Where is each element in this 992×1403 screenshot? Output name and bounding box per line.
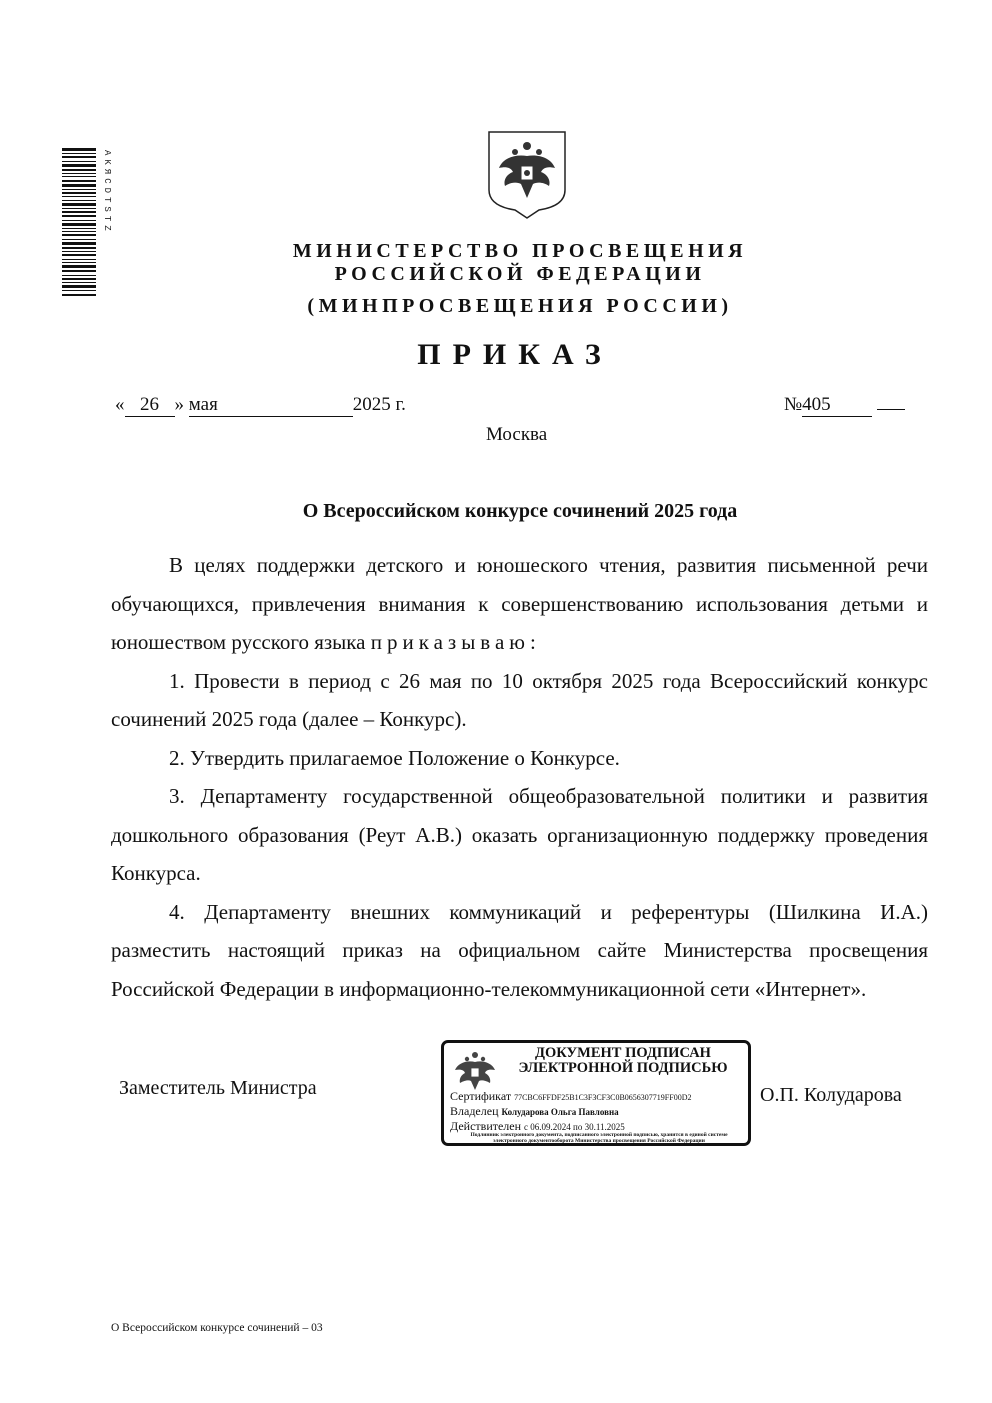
document-body (111, 546, 928, 1008)
barcode-bar (62, 262, 96, 263)
barcode-bar (62, 211, 96, 213)
signatory-role: Заместитель Министра (119, 1077, 317, 1099)
barcode-bar (62, 153, 96, 154)
barcode-bar (62, 247, 96, 249)
stamp-title-line1: ДОКУМЕНТ ПОДПИСАН (535, 1045, 711, 1061)
barcode-bar (62, 192, 96, 194)
barcode-bar (62, 208, 96, 209)
stamp-title (498, 1046, 748, 1076)
stamp-footnote: Подлинник электронного документа, подписанного электронной подписью, хранится в единой системе электронного документооборота Министерства просвещения Российской Федерации (470, 1132, 728, 1144)
barcode-bar (62, 223, 96, 226)
barcode-bar (62, 200, 96, 201)
barcode-bar (62, 164, 96, 167)
order-month: мая (189, 394, 353, 417)
barcode-bar (62, 184, 96, 187)
item-4: 4. Департаменту внешних коммуникаций и референтуры (Шилкина И.А.) разместить настоящий приказ на официальном сайте Министерства просвещения Российской Федерации в информационно-телекоммуникационной сети «Интернет». (111, 899, 928, 1001)
barcode-bar (62, 220, 96, 221)
barcode-bar (62, 265, 96, 268)
order-day: 26 (125, 394, 175, 417)
barcode-bar (62, 251, 96, 252)
barcode-bar (62, 161, 96, 162)
signatory-name: О.П. Колударова (760, 1084, 902, 1106)
validity-label: Действителен (450, 1119, 522, 1133)
electronic-signature-stamp (441, 1040, 751, 1146)
barcode-bar (62, 180, 96, 182)
decree-word: приказываю: (370, 630, 541, 654)
barcode-bar (62, 148, 96, 151)
barcode-bar (62, 176, 96, 177)
barcode-bar (62, 254, 96, 256)
owner-label: Владелец (450, 1104, 499, 1118)
barcode-bar (62, 234, 96, 236)
barcode-bar (62, 259, 96, 260)
ministry-name-line1: МИНИСТЕРСТВО ПРОСВЕЩЕНИЯ (292, 240, 748, 262)
barcode-bar (62, 196, 96, 197)
intro-text: В целях поддержки детского и юношеского чтения, развития письменной речи обучающихся, привлечения внимания к совершенствованию использования детьми и юношеством русского языка (111, 553, 928, 654)
certificate-value: 77CBC6FFDF25B1C3F3CF3C0B0656307719FF00D2 (514, 1093, 692, 1102)
ministry-name-line2: РОССИЙСКОЙ ФЕДЕРАЦИИ (334, 263, 706, 285)
validity-value: с 06.09.2024 по 30.11.2025 (524, 1122, 625, 1132)
intro-paragraph (111, 546, 928, 662)
order-date (115, 394, 406, 417)
barcode-bar (62, 239, 96, 240)
order-city: Москва (486, 424, 548, 445)
owner-value: Колударова Ольга Павловна (501, 1107, 619, 1117)
barcode-bar (62, 203, 96, 206)
barcode-bar (62, 294, 96, 296)
ministry-short-name: (МИНПРОСВЕЩЕНИЯ РОССИИ) (307, 295, 733, 317)
close-quote: » (174, 394, 184, 415)
barcode-bar (62, 290, 96, 291)
order-year: 2025 (352, 394, 391, 415)
order-number (784, 394, 905, 417)
barcode-bar (62, 231, 96, 232)
barcode-bar (62, 156, 96, 158)
item-1: 1. Провести в период с 26 мая по 10 октября 2025 года Всероссийский конкурс сочинений 2025 года (далее – Конкурс). (111, 668, 928, 731)
document-type-title: ПРИКАЗ (417, 338, 613, 371)
barcode-bar (62, 278, 96, 280)
order-year-suffix: г. (395, 394, 406, 415)
item-2: 2. Утвердить прилагаемое Положение о Конкурсе. (169, 745, 620, 770)
item-3: 3. Департаменту государственной общеобразовательной политики и развития дошкольного образования (Реут А.В.) оказать организационную поддержку проведения Конкурса. (111, 784, 928, 885)
owner-line (450, 1104, 619, 1119)
open-quote: « (115, 394, 125, 415)
number-sign: № (784, 394, 803, 415)
barcode-bar (62, 270, 96, 272)
certificate-label: Сертификат (450, 1089, 512, 1103)
stamp-title-line2: ЭЛЕКТРОННОЙ ПОДПИСЬЮ (518, 1060, 728, 1076)
barcode-bar (62, 169, 96, 171)
barcode-bar (62, 285, 96, 288)
coat-of-arms-icon (485, 128, 569, 220)
document-heading: О Всероссийском конкурсе сочинений 2025 года (302, 500, 738, 522)
barcode-code: AKЯCDTSTZ (102, 150, 112, 235)
certificate-line (450, 1089, 691, 1104)
barcode-bar (62, 228, 96, 229)
order-number-value: 405 (802, 394, 872, 417)
footer-document-id: О Всероссийском конкурсе сочинений – 03 (111, 1322, 323, 1334)
barcode-bar (62, 282, 96, 283)
barcode-bar (62, 242, 96, 245)
barcode-bar (62, 275, 96, 276)
order-number-suffix-line (877, 409, 905, 410)
barcode (62, 148, 96, 296)
barcode-bar (62, 215, 96, 217)
barcode-bar (62, 173, 96, 174)
eagle-emblem-icon (452, 1047, 498, 1093)
barcode-bar (62, 189, 96, 190)
